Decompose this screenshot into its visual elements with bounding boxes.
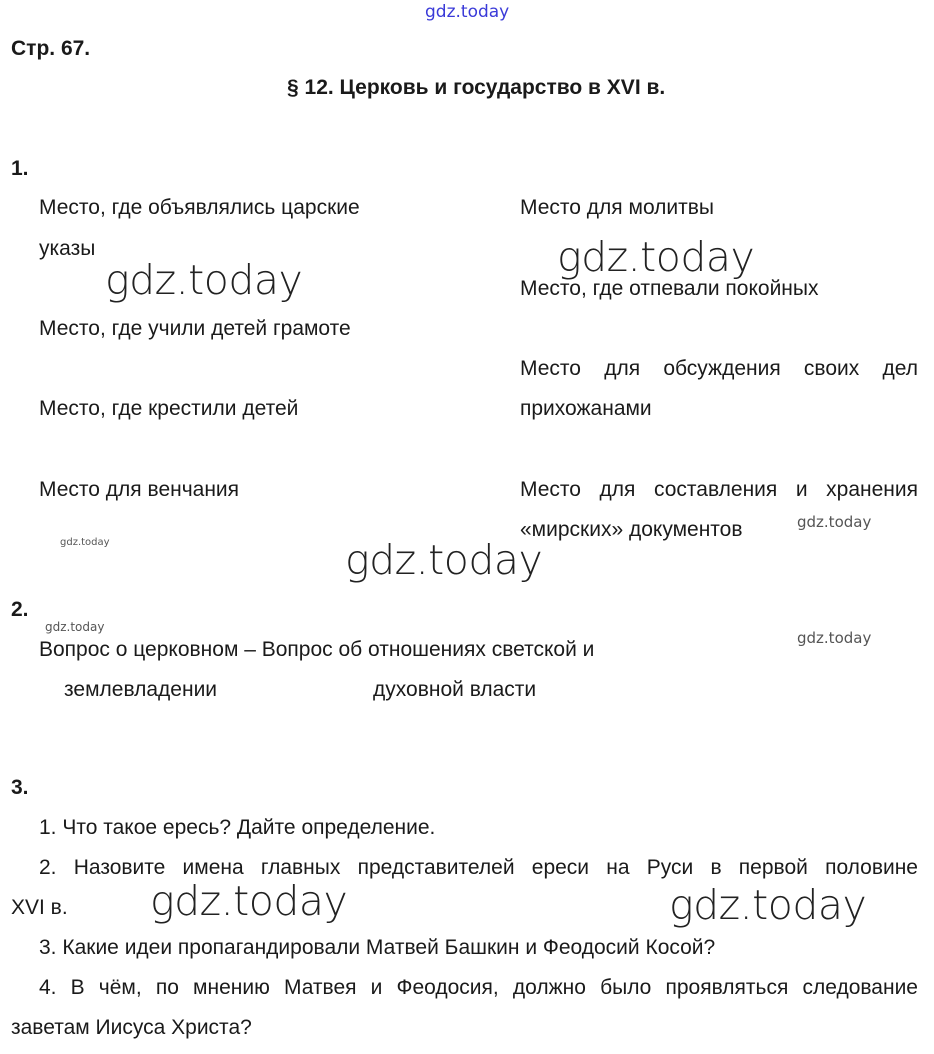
right-item: прихожанами	[520, 397, 652, 420]
question: 3. Какие идеи пропагандировали Матвей Башкин и Феодосий Косой?	[39, 936, 716, 959]
left-item: Место, где крестили детей	[39, 397, 299, 420]
watermark: gdz.today	[669, 881, 867, 929]
right-item: Место для обсуждения своих дел	[520, 357, 918, 380]
watermark: gdz.today	[557, 233, 755, 281]
page-ref: Стр. 67.	[11, 37, 91, 60]
left-item: Место, где объявлялись царские	[39, 196, 360, 219]
question: 4. В чём, по мнению Матвея и Феодосия, должно было проявляться следование	[39, 976, 918, 999]
question: 1. Что такое ересь? Дайте определение.	[39, 816, 436, 839]
page-title: § 12. Церковь и государство в XVI в.	[287, 76, 666, 99]
watermark: gdz.today	[60, 537, 110, 548]
watermark: gdz.today	[345, 536, 543, 584]
left-item: указы	[39, 237, 96, 260]
question: заветам Иисуса Христа?	[11, 1016, 252, 1039]
right-item: Место для молитвы	[520, 196, 715, 219]
left-item: Место, где учили детей грамоте	[39, 317, 351, 340]
answer-line: землевладении	[64, 678, 218, 701]
right-item: Место для составления и хранения	[520, 478, 918, 501]
answer-line: духовной власти	[373, 678, 537, 701]
answer-line: Вопрос о церковном – Вопрос об отношениях светской и	[39, 638, 595, 661]
question: 2. Назовите имена главных представителей ереси на Руси в первой половине	[39, 856, 918, 879]
watermark: gdz.today	[150, 877, 348, 925]
watermark: gdz.today	[425, 2, 510, 22]
watermark: gdz.today	[105, 256, 303, 304]
watermark: gdz.today	[797, 629, 872, 647]
question: XVI в.	[11, 896, 68, 919]
right-item: Место, где отпевали покойных	[520, 277, 819, 300]
task-number: 2.	[11, 598, 29, 621]
task-number: 3.	[11, 776, 29, 799]
task-number: 1.	[11, 157, 29, 180]
watermark: gdz.today	[45, 620, 105, 634]
left-item: Место для венчания	[39, 478, 240, 501]
watermark: gdz.today	[797, 513, 872, 531]
right-item: «мирских» документов	[520, 518, 743, 541]
